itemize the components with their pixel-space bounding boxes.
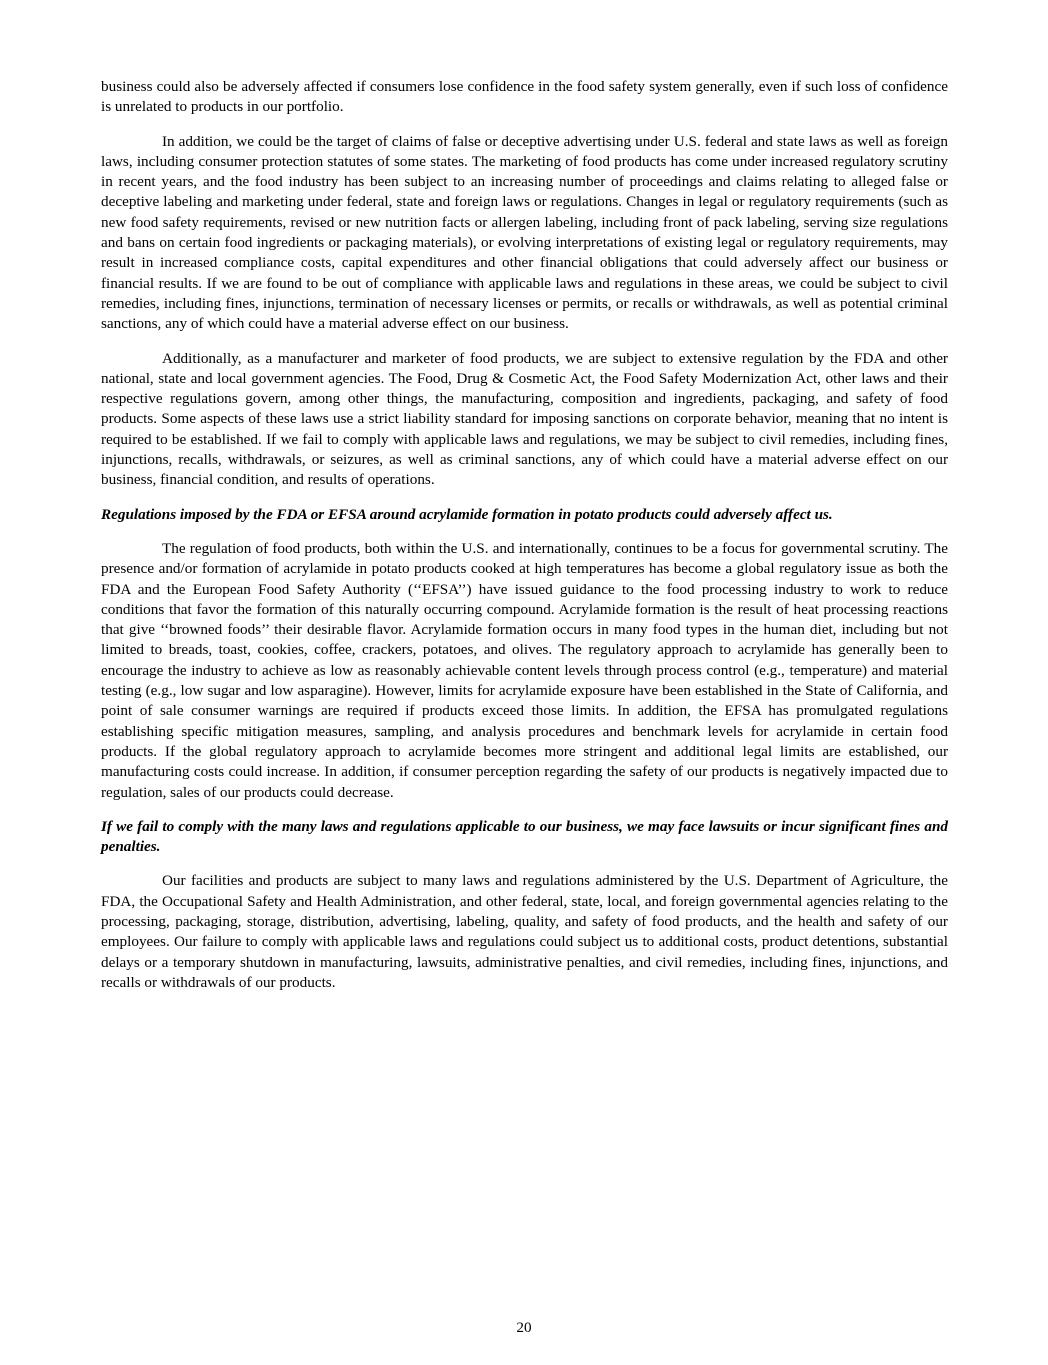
paragraph-compliance: Our facilities and products are subject to many laws and regulations administered by the U.S. Department of Agriculture, the FDA, the Occupational Safety and Health Administration, and other federal, state, local, and foreign governmental agencies relating to the processing, packaging, storage, distribution, advertising, labeling, quality, and safety of food products, and the health and safety of our employees. Our failure to comply with applicable laws and regulations could subject us to additional costs, product detentions, substantial delays or a temporary shutdown in manufacturing, lawsuits, administrative penalties, and civil remedies, including fines, injunctions, and recalls or withdrawals of our products. bbox=[101, 872, 948, 991]
paragraph-deceptive-advertising: In addition, we could be the target of claims of false or deceptive advertising under U.S. federal and state laws as well as foreign laws, including consumer protection statutes of some states. The marketing of food products has come under increased regulatory scrutiny in recent years, and the food industry has been subject to an increasing number of proceedings and claims relating to alleged false or deceptive labeling and marketing under federal, state and foreign laws or regulations. Changes in legal or regulatory requirements (such as new food safety requirements, revised or new nutrition facts or allergen labeling, including front of pack labeling, serving size regulations and bans on certain food ingredients or packaging materials), or evolving interpretations of existing legal or regulatory requirements, may result in increased compliance costs, capital expenditures and other financial obligations that could adversely affect our business or financial results. If we are found to be out of compliance with applicable laws and regulations in these areas, we could be subject to civil remedies, including fines, injunctions, termination of necessary licenses or permits, or recalls or withdrawals, as well as potential criminal sanctions, any of which could have a material adverse effect on our business. bbox=[101, 132, 948, 333]
paragraph-fda-regulation: Additionally, as a manufacturer and marketer of food products, we are subject to extensive regulation by the FDA and other national, state and local government agencies. The Food, Drug & Cosmetic Act, the Food Safety Modernization Act, other laws and their respective regulations govern, among other things, the manufacturing, composition and ingredients, packaging, and safety of food products. Some aspects of these laws use a strict liability standard for imposing sanctions on corporate behavior, meaning that no intent is required to be established. If we fail to comply with applicable laws and regulations, we may be subject to civil remedies, including fines, injunctions, recalls, withdrawals, or seizures, as well as criminal sanctions, any of which could have a material adverse effect on our business, financial condition, and results of operations. bbox=[101, 349, 948, 489]
section-heading-acrylamide: Regulations imposed by the FDA or EFSA around acrylamide formation in potato products could adversely affect us. bbox=[101, 505, 833, 523]
page-number: 20 bbox=[516, 1319, 532, 1336]
document-page bbox=[101, 77, 948, 1007]
paragraph-acrylamide: The regulation of food products, both within the U.S. and internationally, continues to be a focus for governmental scrutiny. The presence and/or formation of acrylamide in potato products cooked at high temperatures has become a global regulatory issue as both the FDA and the European Food Safety Authority (‘‘EFSA’’) have issued guidance to the food processing industry to work to reduce conditions that favor the formation of this naturally occurring compound. Acrylamide formation is the result of heat processing reactions that give ‘‘browned foods’’ their desirable flavor. Acrylamide formation occurs in many food types in the human diet, including but not limited to breads, toast, cookies, coffee, crackers, potatoes, and olives. The regulatory approach to acrylamide has generally been to encourage the industry to achieve as low as reasonably achievable content levels through process control (e.g., temperature) and material testing (e.g., low sugar and low asparagine). However, limits for acrylamide exposure have been established in the State of California, and point of sale consumer warnings are required if products exceed those limits. In addition, the EFSA has promulgated regulations establishing specific mitigation measures, sampling, and analysis procedures and benchmark levels for acrylamide in certain food products. If the global regulatory approach to acrylamide becomes more stringent and additional legal limits are established, our manufacturing costs could increase. In addition, if consumer perception regarding the safety of our products is negatively impacted due to regulation, sales of our products could decrease. bbox=[101, 539, 948, 801]
section-heading-compliance: If we fail to comply with the many laws and regulations applicable to our business, we may face lawsuits or incur significant fines and penalties. bbox=[101, 817, 948, 856]
paragraph-consumer-confidence: business could also be adversely affected if consumers lose confidence in the food safety system generally, even if such loss of confidence is unrelated to products in our portfolio. bbox=[101, 78, 948, 116]
